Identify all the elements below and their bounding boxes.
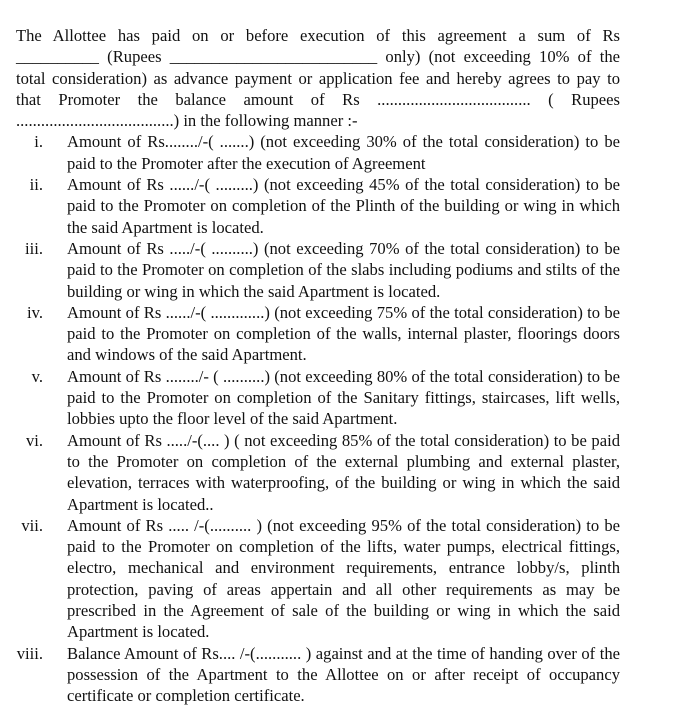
list-item-text: Amount of Rs ......../- ( ..........) (not exceeding 80% of the total consideration) to be paid to the Promoter on completion of the Sanitary fittings, staircases, lift wells, lobbies upto the floor level of the said Apartment. [67,366,620,429]
list-item [16,174,620,238]
list-item-number: viii. [16,643,43,663]
list-item-text: Amount of Rs ...../-( ..........) (not exceeding 70% of the total consideration) to be paid to the Promoter on completion of the slabs including podiums and stilts of the building or wing in which the said Apartment is located. [67,238,620,301]
list-item-text: Amount of Rs......../-( .......) (not exceeding 30% of the total consideration) to be paid to the Promoter after the execution of Agreement [67,132,620,173]
list-item-text: Amount of Rs ..... /-(.......... ) (not exceeding 95% of the total consideration) to be paid to the Promoter on completion of the lifts, water pumps, electrical fittings, electro, mechanical and environment requirements, entrance lobby/s, plinth protection, paving of areas appertain and all other requirements as may be prescribed in the Agreement of sale of the building or wing in which the said Apartment is located. [67,515,620,642]
list-item-number: ii. [29,175,43,195]
intro-line: that Promoter the balance amount of Rs ..................................... ( Rupees [16,89,620,109]
intro-line: ......................................) in the following manner :- [16,111,358,131]
list-item-number: v. [31,366,43,386]
list-item [16,430,620,515]
list-item-text: Amount of Rs ...../-(.... ) ( not exceeding 85% of the total consideration) to be paid to the Promoter on completion of the external plumbing and external plaster, elevation, terraces with waterproofing, of the building or wing in which the said Apartment is located.. [67,430,620,514]
list-item-text: Amount of Rs ....../-( .............) (not exceeding 75% of the total consideration) to be paid to the Promoter on completion of the walls, internal plaster, floorings doors and windows of the said Apartment. [67,302,620,365]
intro-line: total consideration) as advance payment or application fee and hereby agrees to pay to [16,68,620,88]
payment-schedule-list [16,131,620,706]
list-item-number: i. [34,132,43,152]
list-item [16,643,620,707]
list-item-number: vii. [21,515,43,535]
intro-paragraph [16,25,620,131]
list-item-number: vi. [25,430,43,450]
list-item [16,515,620,643]
list-item-text: Balance Amount of Rs.... /-(........... ) against and at the time of handing over of the possession of the Apartment to the Allottee on or after receipt of occupancy certificate or completion certificate. [67,643,620,706]
list-item [16,238,620,302]
list-item-text: Amount of Rs ....../-( .........) (not exceeding 45% of the total consideration) to be paid to the Promoter on completion of the Plinth of the building or wing in which the said Apartment is located. [67,175,620,237]
list-item [16,366,620,430]
intro-line: The Allottee has paid on or before execution of this agreement a sum of Rs [16,26,620,45]
list-item-number: iv. [27,302,43,322]
list-item [16,302,620,366]
intro-line: __________ (Rupees _________________________ only) (not exceeding 10% of the [16,47,620,67]
document-page [16,25,620,707]
list-item-number: iii. [25,238,43,258]
list-item [16,131,620,174]
